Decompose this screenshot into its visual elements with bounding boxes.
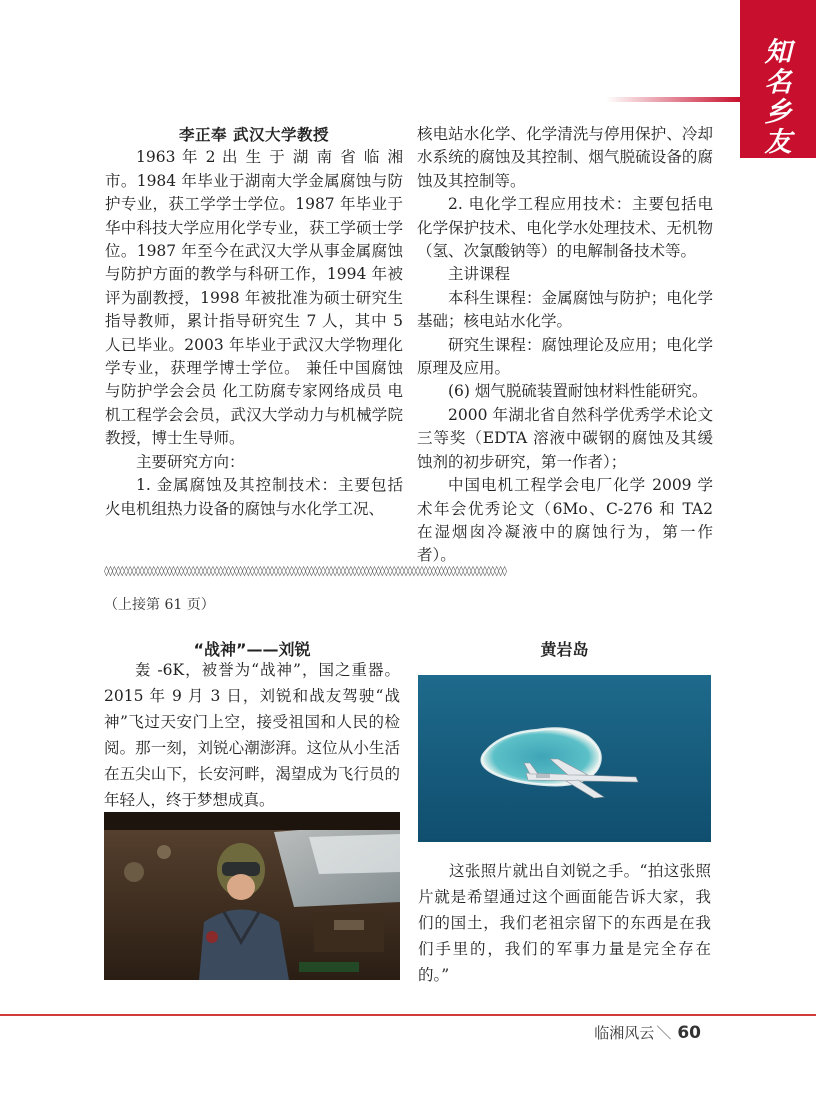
section-tab-label bbox=[740, 38, 816, 158]
lower-left-column bbox=[104, 657, 400, 813]
lower-right-column bbox=[418, 858, 711, 988]
paragraph: 轰 -6K，被誉为“战神”，国之重器。2015 年 9 月 3 日，刘锐和战友驾驶“战神”飞过天安门上空，接受祖国和人民的检阅。那一刻，刘锐心潮澎湃。这位从小生活在五尖山下，长安河畔，渴望成为飞行员的年轻人，终于梦想成真。 bbox=[104, 661, 400, 809]
continued-note: （上接第 61 页） bbox=[104, 597, 215, 613]
footer-separator: ＼ bbox=[656, 1024, 672, 1042]
paragraph: 本科生课程：金属腐蚀与防护；电化学基础；核电站水化学。 bbox=[417, 288, 713, 331]
paragraph: 这张照片就出自刘锐之手。“拍这张照片就是希望通过这个画面能告诉大家，我们的国土，我们老祖宗留下的东西是在我们手里的，我们的军事力量是完全存在的。” bbox=[418, 862, 711, 984]
upper-right-column bbox=[417, 123, 713, 568]
profile-heading: 李正奉 武汉大学教授 bbox=[179, 125, 329, 144]
upper-left-column bbox=[105, 123, 403, 521]
section-title-huangyan-island: 黄岩岛 bbox=[540, 640, 589, 659]
island-photo-illustration bbox=[418, 675, 711, 842]
section-title-liurui: “战神”——刘锐 bbox=[193, 640, 311, 659]
tab-char: 知 bbox=[764, 37, 792, 68]
tab-char: 乡 bbox=[764, 97, 792, 128]
paragraph: 1. 金属腐蚀及其控制技术：主要包括火电机组热力设备的腐蚀与水化学工况、 bbox=[105, 476, 403, 518]
paragraph: (6) 烟气脱硫装置耐蚀材料性能研究。 bbox=[448, 382, 708, 401]
paragraph: 2. 电化学工程应用技术：主要包括电化学保护技术、电化学水处理技术、无机物（氢、次氯酸钠等）的电解制备技术等。 bbox=[417, 195, 713, 261]
paragraph: 1963 年 2 出 生 于 湖 南 省 临 湘 市。1984 年毕业于湖南大学金属腐蚀与防护专业，获工学学士学位。1987 年毕业于华中科技大学应用化学专业，获工学硕士学位。1987 年至今在武汉大学从事金属腐蚀与防护方面的教学与科研工作，1994 年被评为副教授，1998 年被批准为硕士研究生指导教师，累计指导研究生 7 人，其中 5 人已毕业。2003 年毕业于武汉大学物理化学专业，获理学博士学位。 兼任中国腐蚀与防护学会会员 化工防腐专家网络成员 电机工程学会会员，武汉大学动力与机械学院教授，博士生导师。 bbox=[105, 148, 403, 448]
page-footer bbox=[594, 1022, 701, 1043]
paragraph: 主要研究方向： bbox=[136, 452, 245, 471]
footer-line bbox=[0, 1014, 816, 1016]
tab-char: 名 bbox=[764, 67, 792, 98]
section-tab bbox=[740, 0, 816, 158]
pilot-photo-illustration bbox=[104, 812, 400, 980]
paragraph: 2000 年湖北省自然科学优秀学术论文三等奖（EDTA 溶液中碳钢的腐蚀及其缓蚀剂的初步研究，第一作者）； bbox=[417, 405, 713, 471]
paragraph: 研究生课程：腐蚀理论及应用；电化学原理及应用。 bbox=[417, 335, 713, 378]
paragraph: 主讲课程 bbox=[448, 265, 511, 284]
island-bomber-photo bbox=[418, 675, 711, 842]
tab-char: 友 bbox=[764, 127, 792, 158]
section-divider: ◊◊◊◊◊◊◊◊◊◊◊◊◊◊◊◊◊◊◊◊◊◊◊◊◊◊◊◊◊◊◊◊◊◊◊◊◊◊◊◊◊◊◊◊◊◊◊◊◊◊◊◊◊◊◊◊◊◊◊◊◊◊◊◊◊◊◊◊◊◊◊◊◊◊◊◊◊◊◊◊◊◊◊◊◊◊◊◊◊◊◊◊◊◊◊◊◊◊◊◊◊◊ bbox=[104, 566, 507, 577]
magazine-name: 临湘风云 bbox=[594, 1024, 655, 1042]
paragraph: 中国电机工程学会电厂化学 2009 学术年会优秀论文（6Mo、C-276 和 TA2 在湿烟囱冷凝液中的腐蚀行为，第一作者）。 bbox=[417, 476, 713, 565]
pilot-cockpit-photo bbox=[104, 812, 400, 980]
page-number: 60 bbox=[677, 1023, 701, 1043]
header-accent-line bbox=[606, 97, 740, 102]
paragraph: 核电站水化学、化学清洗与停用保护、冷却水系统的腐蚀及其控制、烟气脱硫设备的腐蚀及其控制等。 bbox=[417, 125, 713, 190]
